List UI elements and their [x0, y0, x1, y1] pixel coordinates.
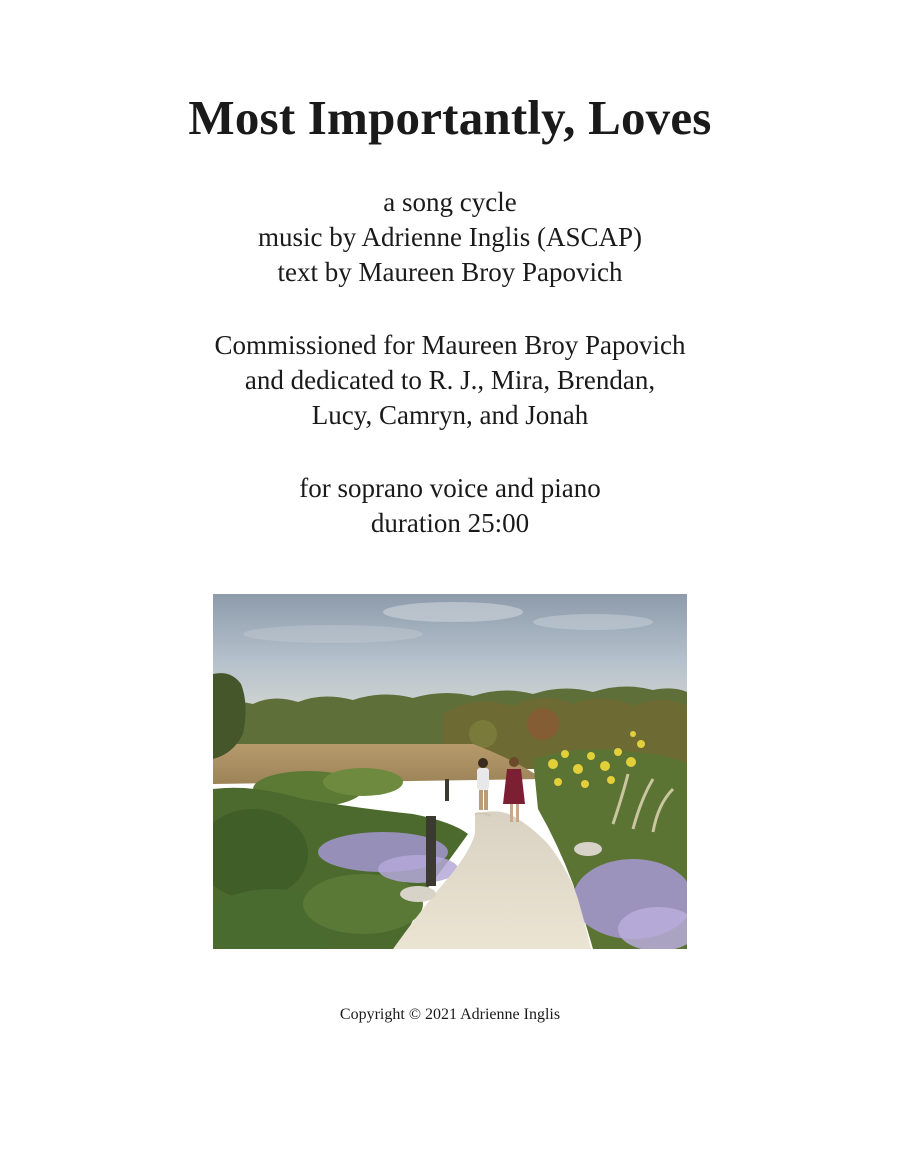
subtitle-song-cycle: a song cycle [383, 187, 517, 217]
page-title: Most Importantly, Loves [188, 90, 712, 145]
duration-line: duration 25:00 [370, 508, 530, 538]
dedication-block [0, 328, 900, 433]
cover-photo [213, 594, 687, 949]
dedication-line: and dedicated to R. J., Mira, Brendan, [244, 365, 656, 395]
dedication-names: Lucy, Camryn, and Jonah [311, 400, 589, 430]
instrumentation-block [0, 471, 900, 541]
copyright-notice: Copyright © 2021 Adrienne Inglis [339, 1006, 561, 1023]
credits-block [0, 185, 900, 290]
commission-line: Commissioned for Maureen Broy Papovich [214, 330, 686, 360]
instrumentation-line: for soprano voice and piano [299, 473, 601, 503]
lyricist-credit: text by Maureen Broy Papovich [277, 257, 623, 287]
composer-credit: music by Adrienne Inglis (ASCAP) [258, 222, 642, 252]
